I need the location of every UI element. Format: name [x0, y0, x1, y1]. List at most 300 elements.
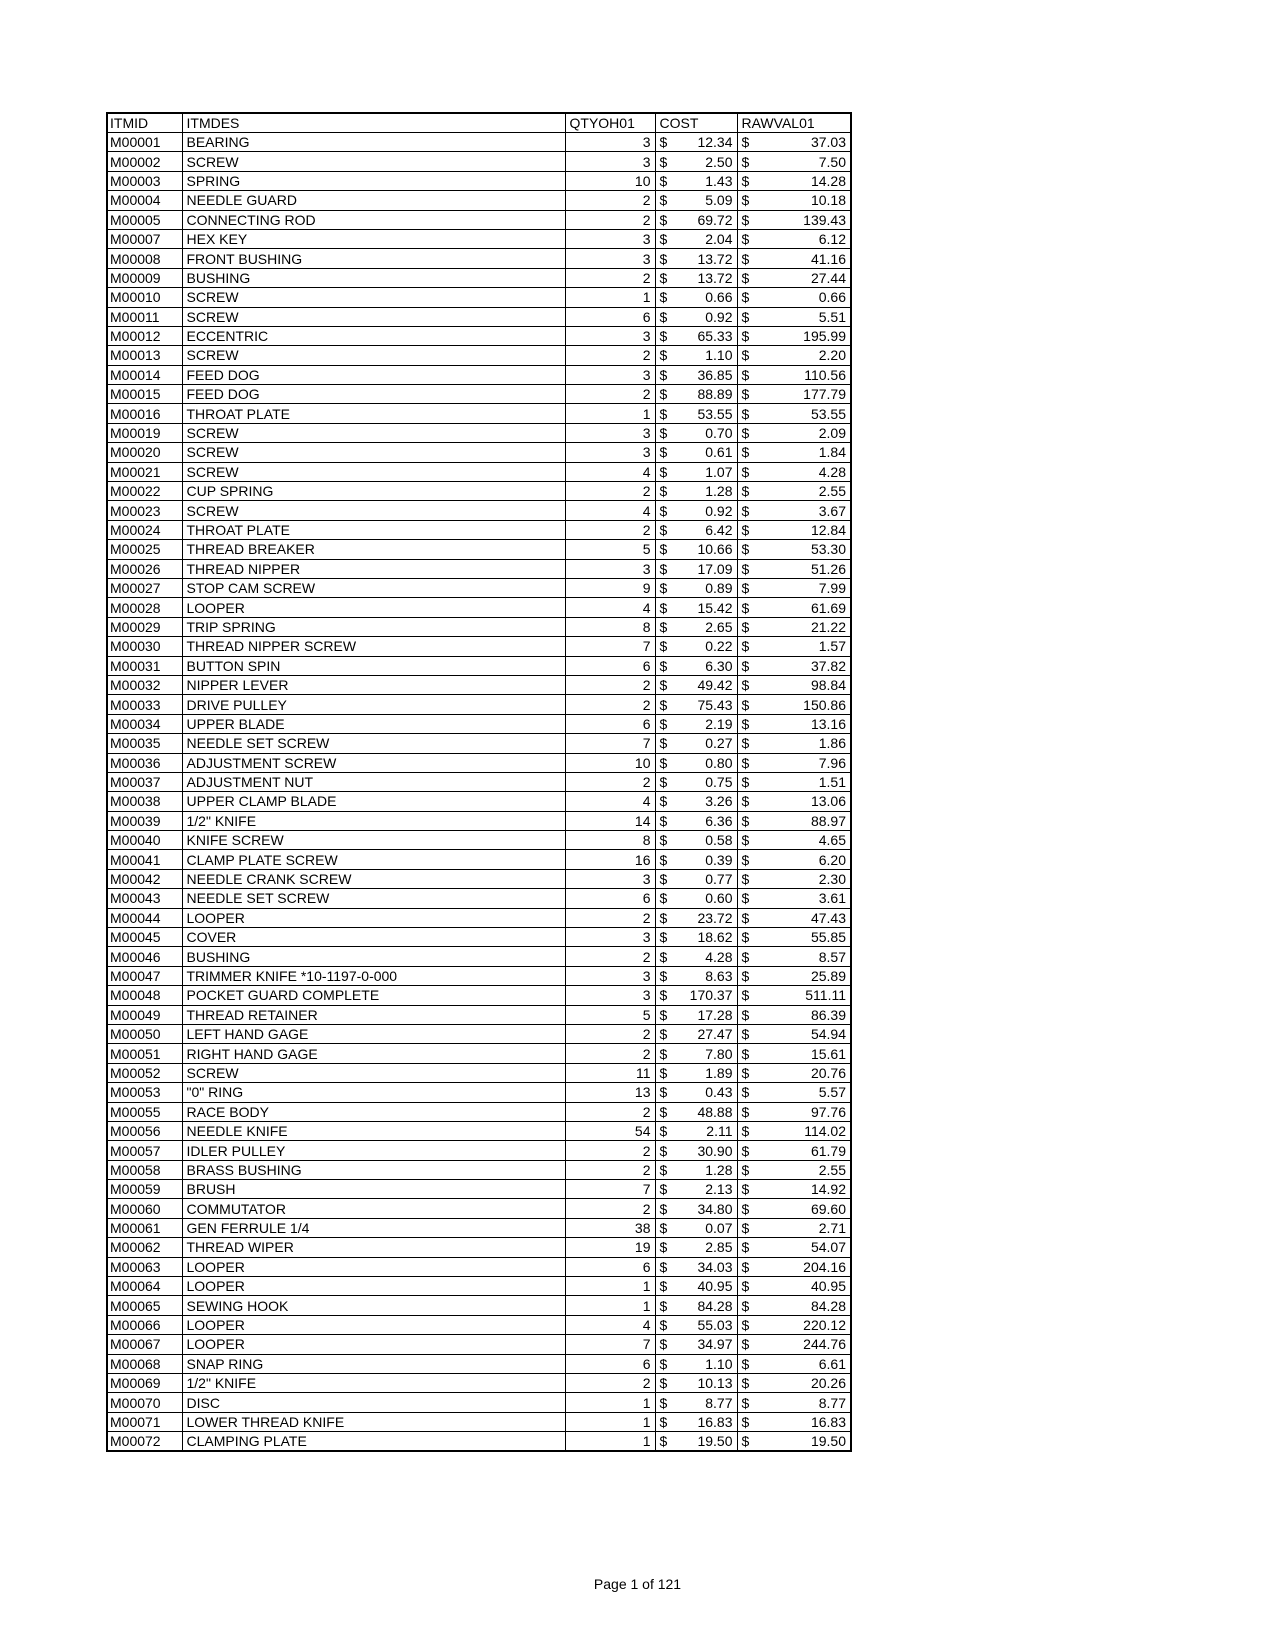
currency-symbol: $	[741, 328, 750, 345]
cost-cell	[655, 1063, 737, 1082]
currency-symbol: $	[659, 948, 668, 965]
quantity-cell: 1	[565, 1432, 655, 1452]
item-id-cell: M00026	[107, 559, 182, 578]
cost-value: 6.30	[705, 657, 733, 674]
raw-value-cell	[737, 229, 851, 248]
item-description-cell: UPPER BLADE	[182, 714, 565, 733]
cost-cell	[655, 133, 737, 152]
table-row	[107, 831, 851, 850]
item-description-cell: 1/2" KNIFE	[182, 811, 565, 830]
cost-cell	[655, 171, 737, 190]
currency-symbol: $	[659, 754, 668, 771]
currency-symbol: $	[659, 328, 668, 345]
item-id-cell: M00027	[107, 578, 182, 597]
quantity-cell: 5	[565, 540, 655, 559]
quantity-cell: 4	[565, 792, 655, 811]
cost-value: 15.42	[697, 599, 733, 616]
raw-value-value: 84.28	[810, 1297, 846, 1314]
cost-cell	[655, 1180, 737, 1199]
quantity-cell: 2	[565, 772, 655, 791]
cost-cell	[655, 540, 737, 559]
table-row	[107, 1083, 851, 1102]
raw-value-cell	[737, 1218, 851, 1237]
table-row	[107, 1005, 851, 1024]
cost-value: 16.83	[697, 1413, 733, 1430]
quantity-cell: 5	[565, 1005, 655, 1024]
currency-symbol: $	[741, 580, 750, 597]
raw-value-cell	[737, 675, 851, 694]
quantity-cell: 2	[565, 695, 655, 714]
item-id-cell: M00052	[107, 1063, 182, 1082]
currency-symbol: $	[659, 541, 668, 558]
raw-value-value: 12.84	[810, 522, 846, 538]
currency-symbol: $	[741, 1200, 750, 1217]
cost-value: 6.36	[705, 812, 733, 829]
raw-value-value: 20.76	[810, 1064, 846, 1081]
currency-symbol: $	[741, 1006, 750, 1023]
raw-value-value: 220.12	[803, 1317, 846, 1334]
item-description-cell: SCREW	[182, 346, 565, 365]
table-row	[107, 617, 851, 636]
cost-cell	[655, 792, 737, 811]
table-row	[107, 753, 851, 772]
item-id-cell: M00021	[107, 462, 182, 481]
item-id-cell: M00060	[107, 1199, 182, 1218]
cost-cell	[655, 443, 737, 462]
raw-value-value: 8.57	[818, 948, 846, 965]
item-id-cell: M00068	[107, 1354, 182, 1373]
currency-symbol: $	[741, 948, 750, 965]
quantity-cell: 11	[565, 1063, 655, 1082]
item-description-cell: BUSHING	[182, 947, 565, 966]
quantity-cell: 16	[565, 850, 655, 869]
cost-value: 1.43	[705, 172, 733, 189]
cost-value: 55.03	[697, 1317, 733, 1334]
raw-value-value: 6.12	[818, 231, 846, 248]
cost-value: 19.50	[697, 1433, 733, 1450]
item-description-cell: LOOPER	[182, 1257, 565, 1276]
item-id-cell: M00038	[107, 792, 182, 811]
cost-value: 1.10	[705, 1355, 733, 1372]
item-id-cell: M00057	[107, 1141, 182, 1160]
currency-symbol: $	[659, 657, 668, 674]
item-description-cell: SCREW	[182, 501, 565, 520]
quantity-cell: 2	[565, 268, 655, 287]
raw-value-value: 3.67	[818, 502, 846, 519]
currency-symbol: $	[741, 1317, 750, 1334]
item-description-cell: BRASS BUSHING	[182, 1160, 565, 1179]
currency-symbol: $	[659, 250, 668, 267]
table-row	[107, 1315, 851, 1334]
item-id-cell: M00046	[107, 947, 182, 966]
cost-cell	[655, 1296, 737, 1315]
currency-symbol: $	[741, 463, 750, 480]
table-row	[107, 288, 851, 307]
raw-value-cell	[737, 1315, 851, 1334]
header-rawval: RAWVAL01	[737, 113, 851, 133]
currency-symbol: $	[741, 793, 750, 810]
cost-cell	[655, 346, 737, 365]
raw-value-value: 51.26	[810, 560, 846, 577]
table-row	[107, 1374, 851, 1393]
currency-symbol: $	[659, 638, 668, 655]
currency-symbol: $	[659, 1220, 668, 1237]
currency-symbol: $	[741, 269, 750, 286]
quantity-cell: 7	[565, 1335, 655, 1354]
cost-cell	[655, 288, 737, 307]
raw-value-cell	[737, 947, 851, 966]
cost-cell	[655, 869, 737, 888]
raw-value-value: 86.39	[810, 1006, 846, 1023]
cost-cell	[655, 889, 737, 908]
currency-symbol: $	[741, 483, 750, 500]
raw-value-cell	[737, 501, 851, 520]
header-row	[107, 113, 851, 133]
cost-value: 40.95	[697, 1278, 733, 1295]
table-row	[107, 792, 851, 811]
quantity-cell: 3	[565, 229, 655, 248]
item-description-cell: BEARING	[182, 133, 565, 152]
page-footer: Page 1 of 121	[593, 1576, 682, 1592]
raw-value-cell	[737, 1296, 851, 1315]
raw-value-value: 54.94	[810, 1026, 846, 1043]
item-id-cell: M00051	[107, 1044, 182, 1063]
item-id-cell: M00053	[107, 1083, 182, 1102]
currency-symbol: $	[741, 366, 750, 383]
cost-cell	[655, 520, 737, 539]
table-row	[107, 1141, 851, 1160]
quantity-cell: 4	[565, 598, 655, 617]
raw-value-value: 2.55	[818, 1161, 846, 1178]
item-description-cell: SCREW	[182, 1063, 565, 1082]
currency-symbol: $	[659, 909, 668, 926]
cost-value: 2.85	[705, 1239, 733, 1256]
raw-value-cell	[737, 1257, 851, 1276]
raw-value-cell	[737, 559, 851, 578]
currency-symbol: $	[741, 1413, 750, 1430]
item-id-cell: M00025	[107, 540, 182, 559]
cost-cell	[655, 578, 737, 597]
currency-symbol: $	[659, 1161, 668, 1178]
cost-value: 2.65	[705, 618, 733, 635]
cost-cell	[655, 675, 737, 694]
cost-cell	[655, 928, 737, 947]
cost-value: 13.72	[697, 250, 733, 267]
cost-value: 0.39	[705, 851, 733, 868]
table-row	[107, 229, 851, 248]
item-id-cell: M00059	[107, 1180, 182, 1199]
cost-cell	[655, 1199, 737, 1218]
table-row	[107, 1335, 851, 1354]
quantity-cell: 3	[565, 986, 655, 1005]
header-cost: COST	[655, 113, 737, 133]
raw-value-cell	[737, 462, 851, 481]
currency-symbol: $	[741, 832, 750, 849]
cost-value: 69.72	[697, 211, 733, 228]
cost-cell	[655, 559, 737, 578]
item-description-cell: THROAT PLATE	[182, 520, 565, 539]
quantity-cell: 3	[565, 559, 655, 578]
currency-symbol: $	[659, 793, 668, 810]
raw-value-cell	[737, 714, 851, 733]
cost-value: 0.92	[705, 502, 733, 519]
cost-cell	[655, 210, 737, 229]
item-description-cell: CLAMPING PLATE	[182, 1432, 565, 1452]
raw-value-cell	[737, 171, 851, 190]
item-description-cell: ADJUSTMENT NUT	[182, 772, 565, 791]
item-description-cell: SCREW	[182, 423, 565, 442]
table-row	[107, 443, 851, 462]
cost-value: 2.11	[706, 1123, 733, 1140]
item-id-cell: M00072	[107, 1432, 182, 1452]
raw-value-value: 0.66	[818, 289, 846, 306]
item-description-cell: LOOPER	[182, 1277, 565, 1296]
table-row	[107, 1432, 851, 1452]
cost-value: 2.13	[705, 1181, 733, 1198]
table-body	[107, 133, 851, 1452]
cost-value: 1.28	[705, 483, 733, 500]
quantity-cell: 3	[565, 133, 655, 152]
table-row	[107, 1393, 851, 1412]
raw-value-cell	[737, 1199, 851, 1218]
raw-value-cell	[737, 986, 851, 1005]
currency-symbol: $	[741, 386, 750, 403]
item-id-cell: M00020	[107, 443, 182, 462]
table-row	[107, 365, 851, 384]
cost-value: 1.28	[705, 1161, 733, 1178]
item-description-cell: CONNECTING ROD	[182, 210, 565, 229]
cost-value: 170.37	[689, 987, 733, 1004]
quantity-cell: 2	[565, 210, 655, 229]
item-id-cell: M00035	[107, 734, 182, 753]
cost-value: 30.90	[697, 1142, 733, 1159]
quantity-cell: 6	[565, 656, 655, 675]
cost-cell	[655, 268, 737, 287]
raw-value-value: 41.16	[810, 250, 846, 267]
item-description-cell: SNAP RING	[182, 1354, 565, 1373]
currency-symbol: $	[659, 425, 668, 442]
raw-value-value: 47.43	[810, 909, 846, 926]
raw-value-cell	[737, 695, 851, 714]
currency-symbol: $	[741, 657, 750, 674]
quantity-cell: 3	[565, 152, 655, 171]
item-id-cell: M00037	[107, 772, 182, 791]
quantity-cell: 10	[565, 171, 655, 190]
table-row	[107, 1257, 851, 1276]
currency-symbol: $	[741, 192, 750, 209]
currency-symbol: $	[659, 1433, 668, 1450]
raw-value-cell	[737, 1083, 851, 1102]
item-id-cell: M00050	[107, 1024, 182, 1043]
currency-symbol: $	[659, 1297, 668, 1314]
item-description-cell: STOP CAM SCREW	[182, 578, 565, 597]
quantity-cell: 6	[565, 714, 655, 733]
cost-cell	[655, 831, 737, 850]
item-description-cell: CLAMP PLATE SCREW	[182, 850, 565, 869]
cost-value: 75.43	[697, 696, 733, 713]
cost-cell	[655, 772, 737, 791]
item-id-cell: M00015	[107, 385, 182, 404]
table-row	[107, 1354, 851, 1373]
currency-symbol: $	[741, 1258, 750, 1275]
currency-symbol: $	[659, 463, 668, 480]
item-description-cell: BRUSH	[182, 1180, 565, 1199]
raw-value-cell	[737, 268, 851, 287]
currency-symbol: $	[741, 1433, 750, 1450]
item-id-cell: M00031	[107, 656, 182, 675]
item-description-cell: NEEDLE KNIFE	[182, 1121, 565, 1140]
raw-value-value: 14.92	[810, 1181, 846, 1198]
currency-symbol: $	[659, 1123, 668, 1140]
item-description-cell: SCREW	[182, 462, 565, 481]
currency-symbol: $	[659, 1355, 668, 1372]
cost-cell	[655, 404, 737, 423]
cost-value: 0.70	[705, 425, 733, 442]
cost-cell	[655, 1412, 737, 1431]
table-row	[107, 540, 851, 559]
cost-value: 2.04	[705, 231, 733, 248]
table-row	[107, 598, 851, 617]
currency-symbol: $	[741, 1297, 750, 1314]
currency-symbol: $	[741, 1336, 750, 1353]
raw-value-cell	[737, 1024, 851, 1043]
cost-value: 1.07	[705, 463, 733, 480]
table-row	[107, 191, 851, 210]
item-id-cell: M00028	[107, 598, 182, 617]
raw-value-value: 177.79	[803, 386, 846, 403]
quantity-cell: 2	[565, 675, 655, 694]
cost-value: 0.80	[705, 754, 733, 771]
raw-value-cell	[737, 734, 851, 753]
cost-value: 65.33	[697, 328, 733, 345]
item-id-cell: M00022	[107, 482, 182, 501]
raw-value-cell	[737, 520, 851, 539]
item-id-cell: M00009	[107, 268, 182, 287]
currency-symbol: $	[741, 735, 750, 752]
item-id-cell: M00067	[107, 1335, 182, 1354]
raw-value-cell	[737, 811, 851, 830]
item-id-cell: M00055	[107, 1102, 182, 1121]
raw-value-value: 2.30	[818, 871, 846, 888]
item-id-cell: M00019	[107, 423, 182, 442]
table-row	[107, 889, 851, 908]
raw-value-cell	[737, 753, 851, 772]
raw-value-value: 2.20	[818, 347, 846, 364]
currency-symbol: $	[741, 1181, 750, 1198]
raw-value-cell	[737, 365, 851, 384]
raw-value-value: 8.77	[818, 1394, 846, 1411]
raw-value-value: 20.26	[810, 1375, 846, 1392]
item-id-cell: M00042	[107, 869, 182, 888]
currency-symbol: $	[741, 599, 750, 616]
cost-value: 36.85	[697, 366, 733, 383]
cost-cell	[655, 423, 737, 442]
raw-value-cell	[737, 307, 851, 326]
table-row	[107, 482, 851, 501]
cost-cell	[655, 966, 737, 985]
quantity-cell: 1	[565, 1412, 655, 1431]
item-id-cell: M00003	[107, 171, 182, 190]
currency-symbol: $	[659, 308, 668, 325]
quantity-cell: 2	[565, 520, 655, 539]
cost-value: 3.26	[705, 793, 733, 810]
item-description-cell: COMMUTATOR	[182, 1199, 565, 1218]
currency-symbol: $	[741, 153, 750, 170]
currency-symbol: $	[741, 522, 750, 538]
item-id-cell: M00040	[107, 831, 182, 850]
item-description-cell: LOOPER	[182, 908, 565, 927]
item-description-cell: TRIP SPRING	[182, 617, 565, 636]
raw-value-cell	[737, 772, 851, 791]
table-row	[107, 1199, 851, 1218]
raw-value-cell	[737, 346, 851, 365]
table-row	[107, 637, 851, 656]
cost-value: 0.89	[705, 580, 733, 597]
currency-symbol: $	[659, 1317, 668, 1334]
item-id-cell: M00069	[107, 1374, 182, 1393]
currency-symbol: $	[741, 541, 750, 558]
cost-cell	[655, 1024, 737, 1043]
currency-symbol: $	[659, 677, 668, 694]
raw-value-value: 13.16	[810, 715, 846, 732]
item-id-cell: M00039	[107, 811, 182, 830]
cost-cell	[655, 986, 737, 1005]
raw-value-value: 110.56	[804, 366, 846, 383]
item-id-cell: M00001	[107, 133, 182, 152]
table-row	[107, 1063, 851, 1082]
cost-cell	[655, 326, 737, 345]
item-description-cell: THREAD NIPPER SCREW	[182, 637, 565, 656]
table-row	[107, 869, 851, 888]
cost-cell	[655, 695, 737, 714]
raw-value-value: 61.79	[810, 1142, 846, 1159]
item-id-cell: M00048	[107, 986, 182, 1005]
raw-value-value: 2.71	[818, 1220, 846, 1237]
cost-cell	[655, 1335, 737, 1354]
raw-value-cell	[737, 1102, 851, 1121]
table-row	[107, 307, 851, 326]
table-row	[107, 772, 851, 791]
item-id-cell: M00029	[107, 617, 182, 636]
table-row	[107, 385, 851, 404]
currency-symbol: $	[659, 812, 668, 829]
item-id-cell: M00033	[107, 695, 182, 714]
currency-symbol: $	[659, 832, 668, 849]
currency-symbol: $	[741, 308, 750, 325]
cost-cell	[655, 637, 737, 656]
item-description-cell: THREAD NIPPER	[182, 559, 565, 578]
raw-value-value: 69.60	[810, 1200, 846, 1217]
table-row	[107, 1277, 851, 1296]
table-row	[107, 1024, 851, 1043]
cost-cell	[655, 1257, 737, 1276]
raw-value-value: 4.28	[818, 463, 846, 480]
quantity-cell: 4	[565, 462, 655, 481]
table-row	[107, 326, 851, 345]
cost-value: 0.27	[705, 735, 733, 752]
raw-value-cell	[737, 133, 851, 152]
cost-cell	[655, 947, 737, 966]
quantity-cell: 38	[565, 1218, 655, 1237]
raw-value-value: 1.57	[818, 638, 846, 655]
raw-value-cell	[737, 288, 851, 307]
raw-value-cell	[737, 889, 851, 908]
table-row	[107, 171, 851, 190]
cost-cell	[655, 1374, 737, 1393]
item-description-cell: LOOPER	[182, 1315, 565, 1334]
raw-value-cell	[737, 1238, 851, 1257]
table-row	[107, 268, 851, 287]
